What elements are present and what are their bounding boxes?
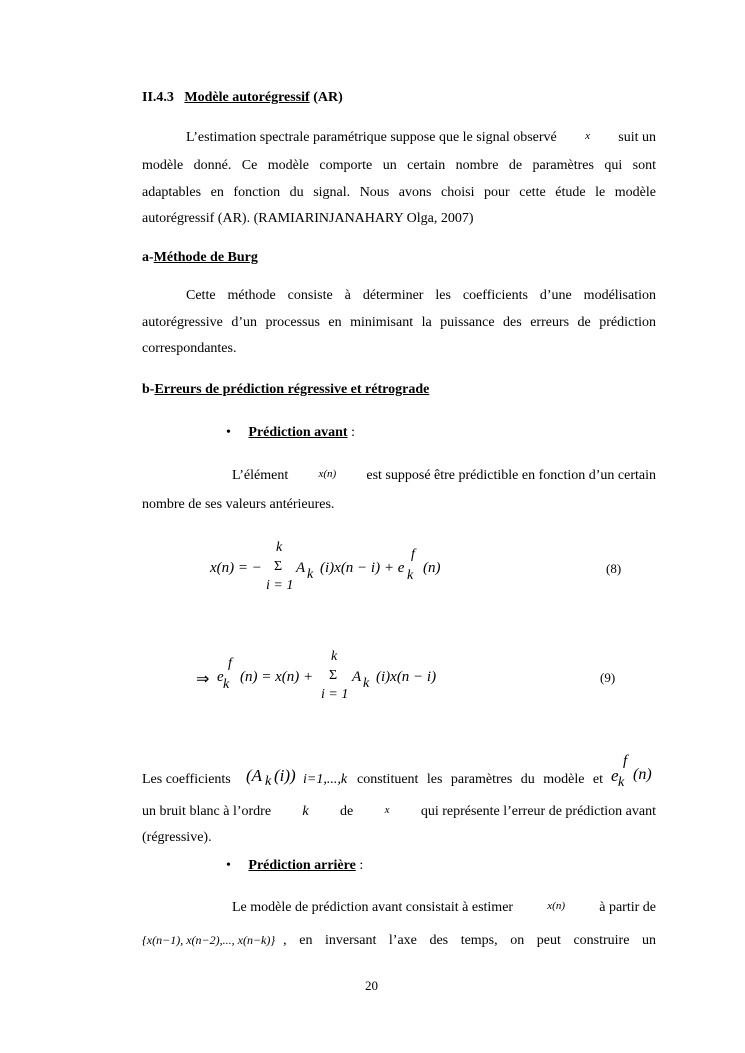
intro-line-3: adaptables en fonction du signal. Nous avons choisi pour cette étude le modèle [142, 185, 656, 200]
intro-line-2: modèle donné. Ce modèle comporte un certain nombre de paramètres qui sont [142, 158, 656, 173]
implies-symbol: ⇒ [196, 671, 210, 688]
burg-line-1: Cette méthode consiste à déterminer les coefficients d’une modélisation [186, 288, 656, 303]
section-title: Modèle autorégressif [184, 90, 310, 105]
avant-line-1: L’élément x(n) est supposé être prédictible en fonction d’un certain [232, 468, 656, 483]
bullet-icon: • [226, 858, 231, 873]
subheading-a: a-Méthode de Burg [142, 250, 258, 265]
burg-line-2: autorégressive d’un processus en minimisant la puissance des erreurs de prédiction [142, 315, 656, 330]
document-page: II.4.3 Modèle autorégressif (AR) L’estimation spectrale paramétrique suppose que le signal observé x suit un modèle donné. Ce modèle comporte un certain nombre de paramètres qui sont adaptables en fonction du signal. Nous avons choisi pour cette étude le modèle autorégressif (AR). (RAMIARINJANAHARY Olga, 2007) a-Méthode de Burg Cette méthode consiste à déterminer les coefficients d’une modélisation autorégressive d’un processus en minimisant la puissance des erreurs de prédiction correspondantes. b-Erreurs de prédiction régressive et rétrograde • Prédiction avant : L’élément x(n) est supposé être prédictible en fonction d’un certain nombre de ses valeurs antérieures. x(n) = − k Σ i = 1 A k (i)x(n − i) + e f k (n) (8) ⇒ e f k (n) = x(n) + k Σ i = 1 A k (i)x(n − i) (9) Les coefficients (A k (i)) i=1,...,k constituent les paramètres du modèle et e f k (n) un bruit blanc à l’ordre k de x qui représente l’erreur de prédiction avant (régressive). • Prédiction arrière : Le modèle de prédiction avant consistait à estimer x(n) à partir de {x(n−1), x(n−2),..., x(n−k)} , en inversant l’axe des temps, on peut construire un 20 [142, 90, 656, 993]
bullet-icon: • [226, 425, 231, 440]
arriere-line-2: {x(n−1), x(n−2),..., x(n−k)} , en inversant l’axe des temps, on peut construire un [142, 933, 656, 948]
sigma-symbol: Σ [274, 559, 283, 574]
coeff-line-2: un bruit blanc à l’ordre k de x qui représente l’erreur de prédiction avant [142, 804, 656, 819]
burg-line-3: correspondantes. [142, 341, 237, 356]
intro-line-1: L’estimation spectrale paramétrique suppose que le signal observé x suit un [186, 130, 656, 145]
section-heading [142, 90, 343, 106]
equation-number-8: (8) [606, 561, 622, 576]
coeff-line-3: (régressive). [142, 830, 212, 845]
var-x: x [585, 130, 590, 142]
bullet-prediction-avant: • Prédiction avant : [226, 425, 355, 440]
arriere-line-1: Le modèle de prédiction avant consistait à estimer x(n) à partir de [232, 900, 656, 915]
bullet-prediction-arriere: • Prédiction arrière : [226, 858, 364, 873]
subheading-b: b-Erreurs de prédiction régressive et rétrograde [142, 382, 430, 397]
avant-line-2: nombre de ses valeurs antérieures. [142, 497, 335, 512]
intro-line-4: autorégressif (AR). (RAMIARINJANAHARY Olga, 2007) [142, 211, 474, 226]
section-suffix: (AR) [313, 90, 343, 105]
sigma-symbol: Σ [329, 668, 338, 683]
section-number: II.4.3 [142, 90, 174, 105]
equation-number-9: (9) [600, 670, 616, 685]
page-number: 20 [365, 978, 378, 993]
